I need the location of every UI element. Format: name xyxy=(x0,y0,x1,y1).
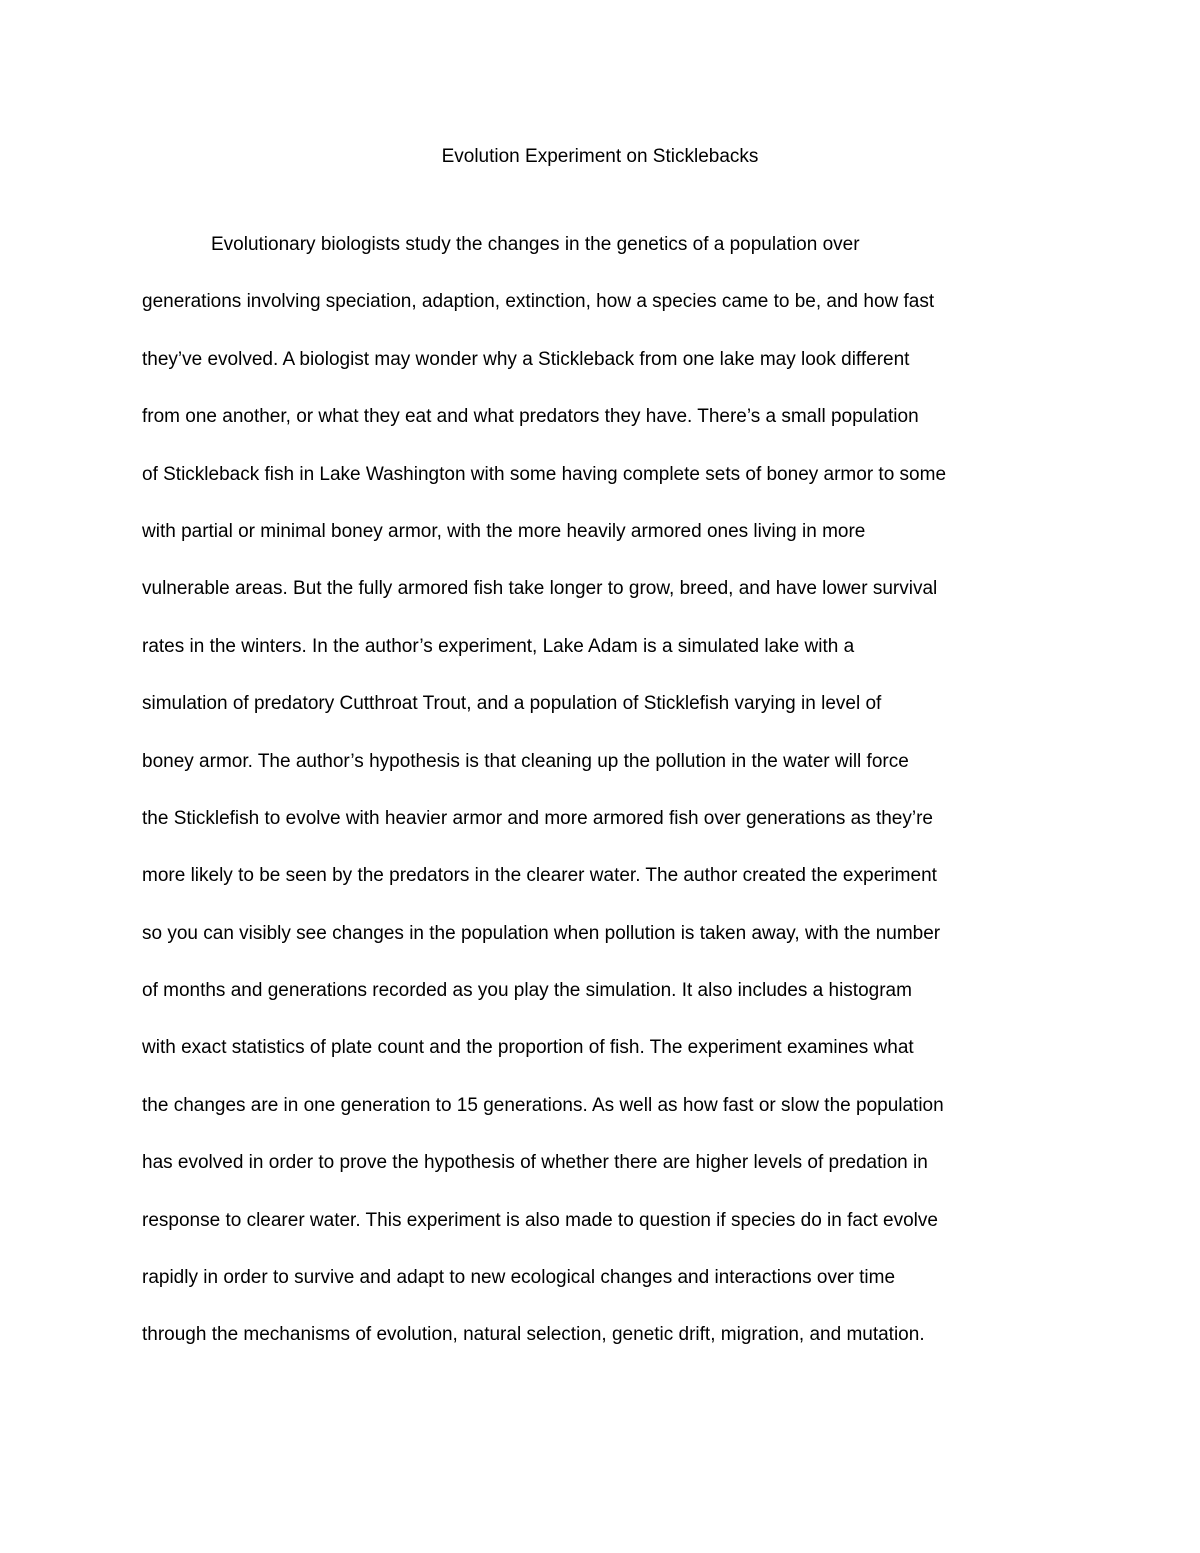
paragraph-line: generations involving speciation, adaption, extinction, how a species came to be, and how fast xyxy=(142,291,935,313)
paragraph-line: Evolutionary biologists study the changes in the genetics of a population over xyxy=(211,234,860,255)
paragraph-line: the Sticklefish to evolve with heavier armor and more armored fish over generations as they’re xyxy=(142,807,933,829)
paragraph-line: through the mechanisms of evolution, natural selection, genetic drift, migration, and mutation. xyxy=(142,1324,925,1346)
document-paragraph xyxy=(142,216,1062,1364)
paragraph-line: response to clearer water. This experiment is also made to question if species do in fact evolve xyxy=(142,1209,938,1231)
document-title: Evolution Experiment on Sticklebacks xyxy=(441,146,759,167)
paragraph-line: has evolved in order to prove the hypothesis of whether there are higher levels of predation in xyxy=(142,1152,928,1174)
paragraph-line: with exact statistics of plate count and the proportion of fish. The experiment examines what xyxy=(142,1037,914,1059)
paragraph-line: rates in the winters. In the author’s experiment, Lake Adam is a simulated lake with a xyxy=(142,635,855,657)
paragraph-line: vulnerable areas. But the fully armored fish take longer to grow, breed, and have lower survival xyxy=(142,578,938,600)
paragraph-line: they’ve evolved. A biologist may wonder why a Stickleback from one lake may look different xyxy=(142,348,910,370)
paragraph-line: with partial or minimal boney armor, with the more heavily armored ones living in more xyxy=(142,520,866,542)
paragraph-line: the changes are in one generation to 15 generations. As well as how fast or slow the population xyxy=(142,1094,944,1116)
paragraph-line: simulation of predatory Cutthroat Trout, and a population of Sticklefish varying in level of xyxy=(142,693,882,715)
paragraph-line: of Stickleback fish in Lake Washington with some having complete sets of boney armor to some xyxy=(142,463,947,485)
paragraph-line: of months and generations recorded as you play the simulation. It also includes a histogram xyxy=(142,980,912,1002)
paragraph-line: so you can visibly see changes in the population when pollution is taken away, with the number xyxy=(142,922,941,944)
paragraph-line: boney armor. The author’s hypothesis is that cleaning up the pollution in the water will force xyxy=(142,750,909,772)
paragraph-line: more likely to be seen by the predators in the clearer water. The author created the experiment xyxy=(142,865,937,887)
paragraph-line: from one another, or what they eat and what predators they have. There’s a small population xyxy=(142,406,919,428)
paragraph-line: rapidly in order to survive and adapt to new ecological changes and interactions over time xyxy=(142,1267,896,1289)
